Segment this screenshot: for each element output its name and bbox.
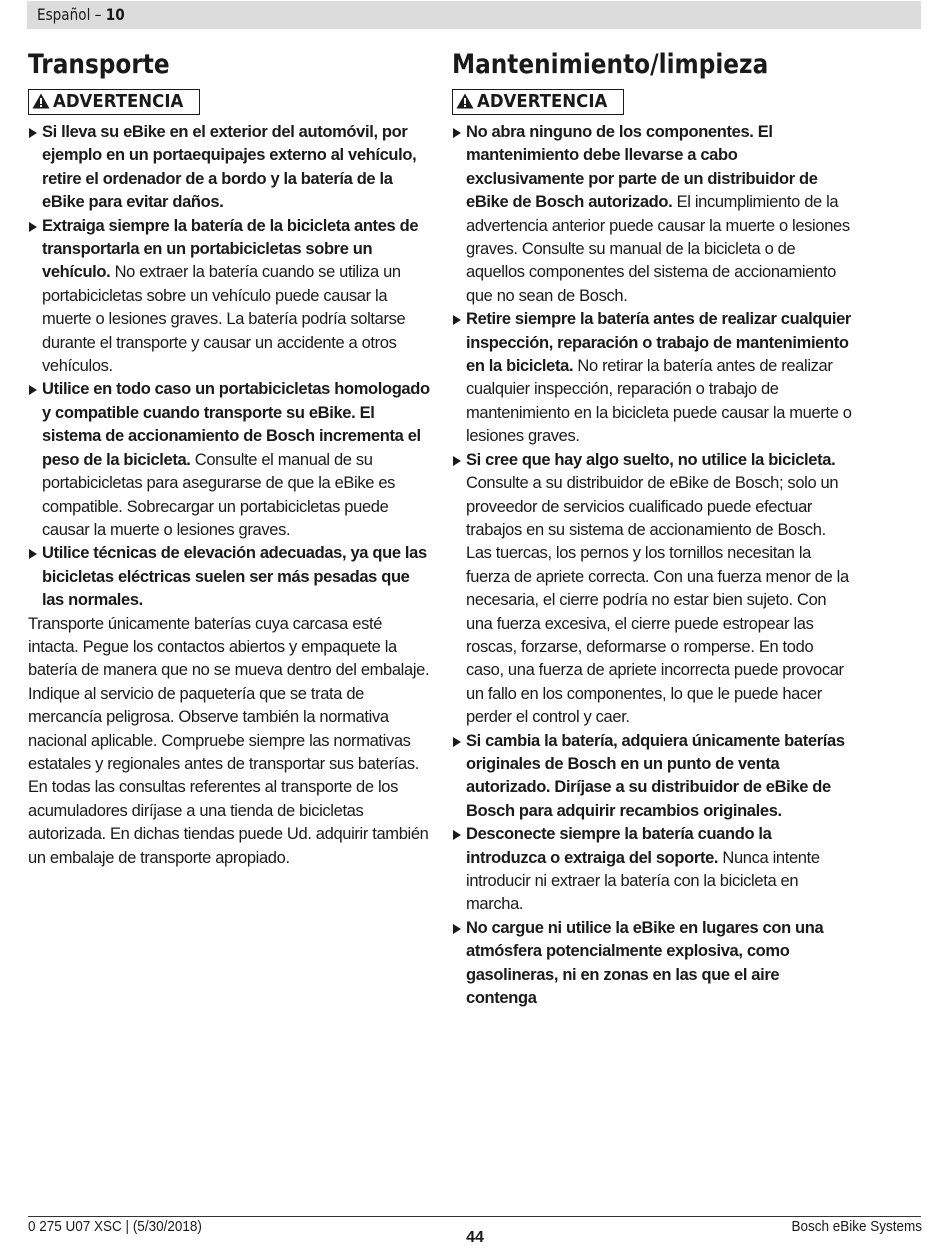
page-header <box>27 1 921 29</box>
bullet-arrow-icon <box>453 830 461 840</box>
bullet-arrow-icon <box>453 737 461 747</box>
footer-divider <box>28 1216 921 1217</box>
list-item: Si cambia la batería, adquiera únicamente baterías originales de Bosch en un punto de venta autorizado. Diríjase a su distribuidor de eBike de Bosch para adquirir recambios originales. <box>452 730 852 824</box>
bullet-arrow-icon <box>453 456 461 466</box>
list-item: Retire siempre la batería antes de realizar cualquier inspección, reparación o trabajo de mantenimiento en la bicicleta. No retirar la batería antes de realizar cualquier inspección, reparación o trabajo de mantenimiento en la bicicleta puede causar la muerte o lesiones graves. <box>452 308 852 448</box>
page-number: 44 <box>466 1229 484 1246</box>
list-item: Si cree que hay algo suelto, no utilice la bicicleta. Consulte a su distribuidor de eBike de Bosch; solo un proveedor de servicios cualificado puede efectuar trabajos en su sistema de accionamiento de Bosch. Las tuercas, los pernos y los tornillos necesitan la fuerza de apriete correcta. Con una fuerza menor de la necesaria, el cierre podría no estar bien sujeto. Con una fuerza excesiva, el cierre puede estropear las roscas, forzarse, deformarse o romperse. En todo caso, una fuerza de apriete incorrecta puede provocar un fallo en los componentes, lo que le puede hacer perder el control y caer. <box>452 449 852 730</box>
warning-badge <box>452 89 624 115</box>
warning-badge <box>28 89 200 115</box>
bullet-arrow-icon <box>29 385 37 395</box>
header-page-number: 10 <box>105 5 125 24</box>
footer-doc-code: 0 275 U07 XSC | (5/30/2018) <box>28 1218 202 1235</box>
left-column <box>28 46 430 870</box>
warning-label: ADVERTENCIA <box>477 91 608 112</box>
list-item: No cargue ni utilice la eBike en lugares con una atmósfera potencialmente explosiva, como gasolineras, ni en zonas en las que el aire contenga <box>452 917 852 1011</box>
list-item: Desconecte siempre la batería cuando la introduzca o extraiga del soporte. Nunca intente introducir ni extraer la batería con la bicicleta en marcha. <box>452 823 852 917</box>
paragraph: Transporte únicamente baterías cuya carcasa esté intacta. Pegue los contactos abiertos y empaquete la batería de manera que no se mueva dentro del embalaje. Indique al servicio de paquetería que se trata de mercancía peligrosa. Observe también la normativa nacional aplicable. Compruebe siempre las normativas estatales y regionales antes de transportar sus baterías. <box>28 614 430 773</box>
bullet-arrow-icon <box>29 222 37 232</box>
bullet-arrow-icon <box>453 315 461 325</box>
list-item: Si lleva su eBike en el exterior del automóvil, por ejemplo en un portaequipajes externo al vehículo, retire el ordenador de a bordo y la batería de la eBike para evitar daños. <box>28 121 430 215</box>
bullet-arrow-icon <box>29 128 37 138</box>
section-title-transporte: Transporte <box>28 49 170 80</box>
warning-label: ADVERTENCIA <box>53 91 184 112</box>
warning-triangle-icon <box>456 92 474 116</box>
right-column <box>452 46 852 1010</box>
header-language: Español – 10 <box>37 5 125 24</box>
bullet-arrow-icon <box>453 128 461 138</box>
bullet-arrow-icon <box>453 924 461 934</box>
list-item: Extraiga siempre la batería de la bicicleta antes de transportarla en un portabicicletas sobre un vehículo. No extraer la batería cuando se utiliza un portabicicletas sobre un vehículo puede causar la muerte o lesiones graves. La batería podría soltarse durante el transporte y causar un accidente a otros vehículos. <box>28 215 430 379</box>
paragraph: En todas las consultas referentes al transporte de los acumuladores diríjase a una tienda de bicicletas autorizada. En dichas tiendas puede Ud. adquirir también un embalaje de transporte apropiado. <box>28 778 429 867</box>
bullet-arrow-icon <box>29 549 37 559</box>
list-item: Utilice en todo caso un portabicicletas homologado y compatible cuando transporte su eBike. El sistema de accionamiento de Bosch incrementa el peso de la bicicleta. Consulte el manual de su portabicicletas para asegurarse de que la eBike es compatible. Sobrecargar un portabicicletas puede causar la muerte o lesiones graves. <box>28 378 430 542</box>
list-item: Utilice técnicas de elevación adecuadas, ya que las bicicletas eléctricas suelen ser más pesadas que las normales. <box>28 542 430 612</box>
list-item: No abra ninguno de los componentes. El mantenimiento debe llevarse a cabo exclusivamente por parte de un distribuidor de eBike de Bosch autorizado. El incumplimiento de la advertencia anterior puede causar la muerte o lesiones graves. Consulte su manual de la bicicleta o de aquellos componentes del sistema de accionamiento que no sean de Bosch. <box>452 121 852 308</box>
warning-triangle-icon <box>32 92 50 116</box>
footer-brand: Bosch eBike Systems <box>791 1218 922 1235</box>
section-title-mantenimiento: Mantenimiento/limpieza <box>452 49 769 80</box>
